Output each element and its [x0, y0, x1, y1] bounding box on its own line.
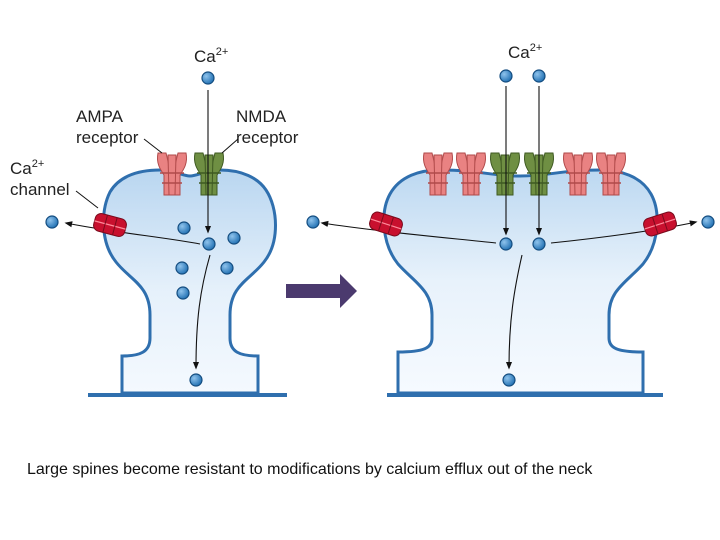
ion-left-3	[228, 232, 240, 244]
right-spine-membrane	[384, 170, 657, 393]
ca-label-left: $Ca^{2+}$	[194, 46, 229, 66]
channel-label-word: channel	[10, 180, 70, 199]
ion-left-6	[177, 287, 189, 299]
channel-label-ca: $Ca^{2+}$	[10, 158, 45, 178]
channel-leader	[76, 191, 98, 208]
ion-right-effluxed-left	[307, 216, 319, 228]
ion-left-4	[176, 262, 188, 274]
ion-right-1	[500, 238, 512, 250]
ion-left-5	[221, 262, 233, 274]
nmda-label-line2: receptor	[236, 128, 299, 147]
ion-left-effluxed	[46, 216, 58, 228]
ampa-label-line1: AMPA	[76, 107, 123, 126]
ion-left-extracellular	[202, 72, 214, 84]
left-spine-membrane	[104, 170, 276, 393]
caption: Large spines become resistant to modifications by calcium efflux out of the neck	[27, 461, 593, 478]
left-spine	[88, 170, 287, 397]
ampa-leader	[144, 139, 162, 153]
left-shaft-bar	[88, 393, 287, 397]
right-spine	[384, 170, 663, 397]
ion-left-1	[178, 222, 190, 234]
ion-left-2	[203, 238, 215, 250]
nmda-label-line1: NMDA	[236, 107, 287, 126]
ion-right-extracellular-a	[500, 70, 512, 82]
ion-right-shaft	[503, 374, 515, 386]
ion-right-extracellular-b	[533, 70, 545, 82]
ion-right-effluxed-right	[702, 216, 714, 228]
ion-left-shaft	[190, 374, 202, 386]
right-shaft-bar	[387, 393, 663, 397]
ca-label-right: $Ca^{2+}$	[508, 42, 543, 62]
ampa-label-line2: receptor	[76, 128, 139, 147]
ion-right-2	[533, 238, 545, 250]
transition-arrow	[286, 274, 357, 308]
